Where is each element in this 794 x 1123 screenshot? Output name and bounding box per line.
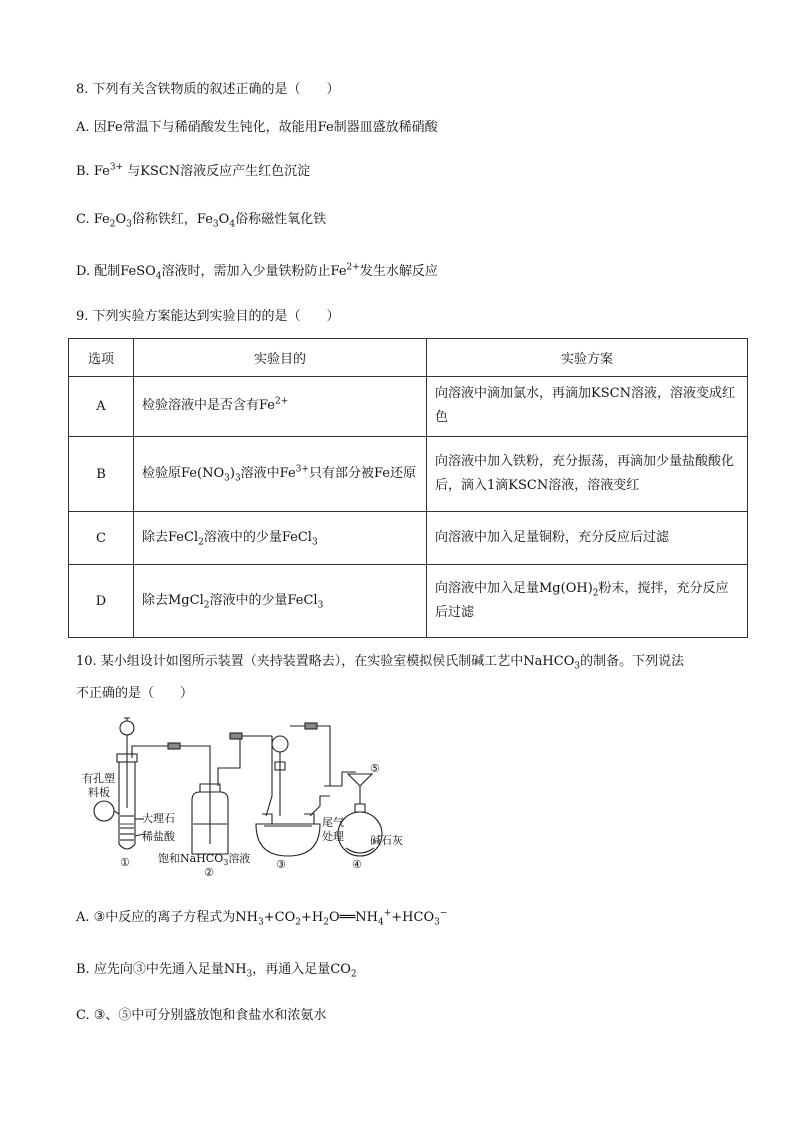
- q10-option-a: A. ③中反应的离子方程式为$NH_3+CO_2+H_2O══NH_4^++HCO_3^-$: [76, 908, 448, 928]
- row-option: B: [69, 437, 134, 512]
- q8-stem: 8. 下列有关含铁物质的叙述正确的是（ ）: [76, 82, 340, 97]
- label-plate-2: 料板: [88, 786, 110, 799]
- q10-option-c: C. ③、⑤中可分别盛放饱和食盐水和浓氨水: [76, 1008, 327, 1023]
- apparatus-2-wash-bottle: [192, 733, 272, 854]
- row-option: D: [69, 565, 134, 638]
- table-row: [69, 565, 748, 638]
- header-option: 选项: [69, 339, 134, 377]
- table-row: [69, 376, 748, 437]
- table-header-row: [69, 339, 748, 377]
- label-n3: ③: [276, 858, 286, 871]
- q9-stem: 9. 下列实验方案能达到实验目的的是（ ）: [76, 309, 340, 324]
- label-saturated: 饱和NaHCO$_3$溶液: [158, 852, 251, 867]
- header-plan: 实验方案: [427, 339, 748, 377]
- q8-option-c: C. $Fe_2O_3$俗称铁红，$Fe_3O_4$俗称磁性氧化铁: [76, 212, 327, 230]
- q10-option-b: B. 应先向③中先通入足量$NH_3$，再通入足量$CO_2$: [76, 962, 357, 980]
- row-goal: 检验原$Fe(NO_3)_3$溶液中$Fe^{3+}$只有部分被Fe还原: [134, 437, 427, 512]
- row-plan: 向溶液中加入铁粉，充分振荡，再滴加少量盐酸酸化后，滴入1滴KSCN溶液，溶液变红: [427, 437, 748, 512]
- row-goal: 除去MgCl$_2$溶液中的少量FeCl$_3$: [134, 565, 427, 638]
- label-n4: ④: [352, 858, 362, 871]
- row-plan: 向溶液中加入足量铜粉，充分反应后过滤: [427, 512, 748, 565]
- q10-stem-line1: 10. 某小组设计如图所示装置（夹持装置略去），在实验室模拟侯氏制碱工艺中NaHCO$_3$的制备。下列说法: [76, 654, 685, 672]
- label-plate: 有孔塑: [82, 772, 115, 785]
- row-plan: 向溶液中加入足量$Mg(OH)_2$粉末，搅拌，充分反应后过滤: [427, 565, 748, 638]
- label-lime: 碱石灰: [370, 834, 403, 847]
- label-n2: ②: [204, 866, 214, 879]
- header-goal: 实验目的: [134, 339, 427, 377]
- label-n1: ①: [120, 856, 130, 869]
- label-tail-2: 处理: [322, 830, 344, 843]
- q8-option-a: A. 因Fe常温下与稀硝酸发生钝化，故能用Fe制器皿盛放稀硝酸: [76, 120, 438, 135]
- label-marble: 大理石: [142, 812, 175, 825]
- label-hcl: 稀盐酸: [142, 830, 175, 843]
- label-n5: ⑤: [370, 762, 380, 775]
- row-goal: 除去FeCl$_2$溶液中的少量FeCl$_3$: [134, 512, 427, 565]
- row-plan: 向溶液中滴加氯水，再滴加KSCN溶液，溶液变成红色: [427, 376, 748, 437]
- row-option: A: [69, 376, 134, 437]
- row-goal: 检验溶液中是否含有$Fe^{2+}$: [134, 376, 427, 437]
- q8-option-d: D. 配制FeSO$_4$溶液时，需加入少量铁粉防止$Fe^{2+}$发生水解反应: [76, 262, 438, 282]
- table-row: [69, 512, 748, 565]
- row-option: C: [69, 512, 134, 565]
- experiment-table: [68, 338, 748, 638]
- label-tail-1: 尾气: [322, 816, 344, 829]
- q10-stem-line2: 不正确的是（ ）: [76, 686, 194, 701]
- q8-option-b: B. $Fe^{3+}$ 与KSCN溶液反应产生红色沉淀: [76, 162, 311, 179]
- apparatus-diagram: [80, 716, 403, 881]
- table-row: [69, 437, 748, 512]
